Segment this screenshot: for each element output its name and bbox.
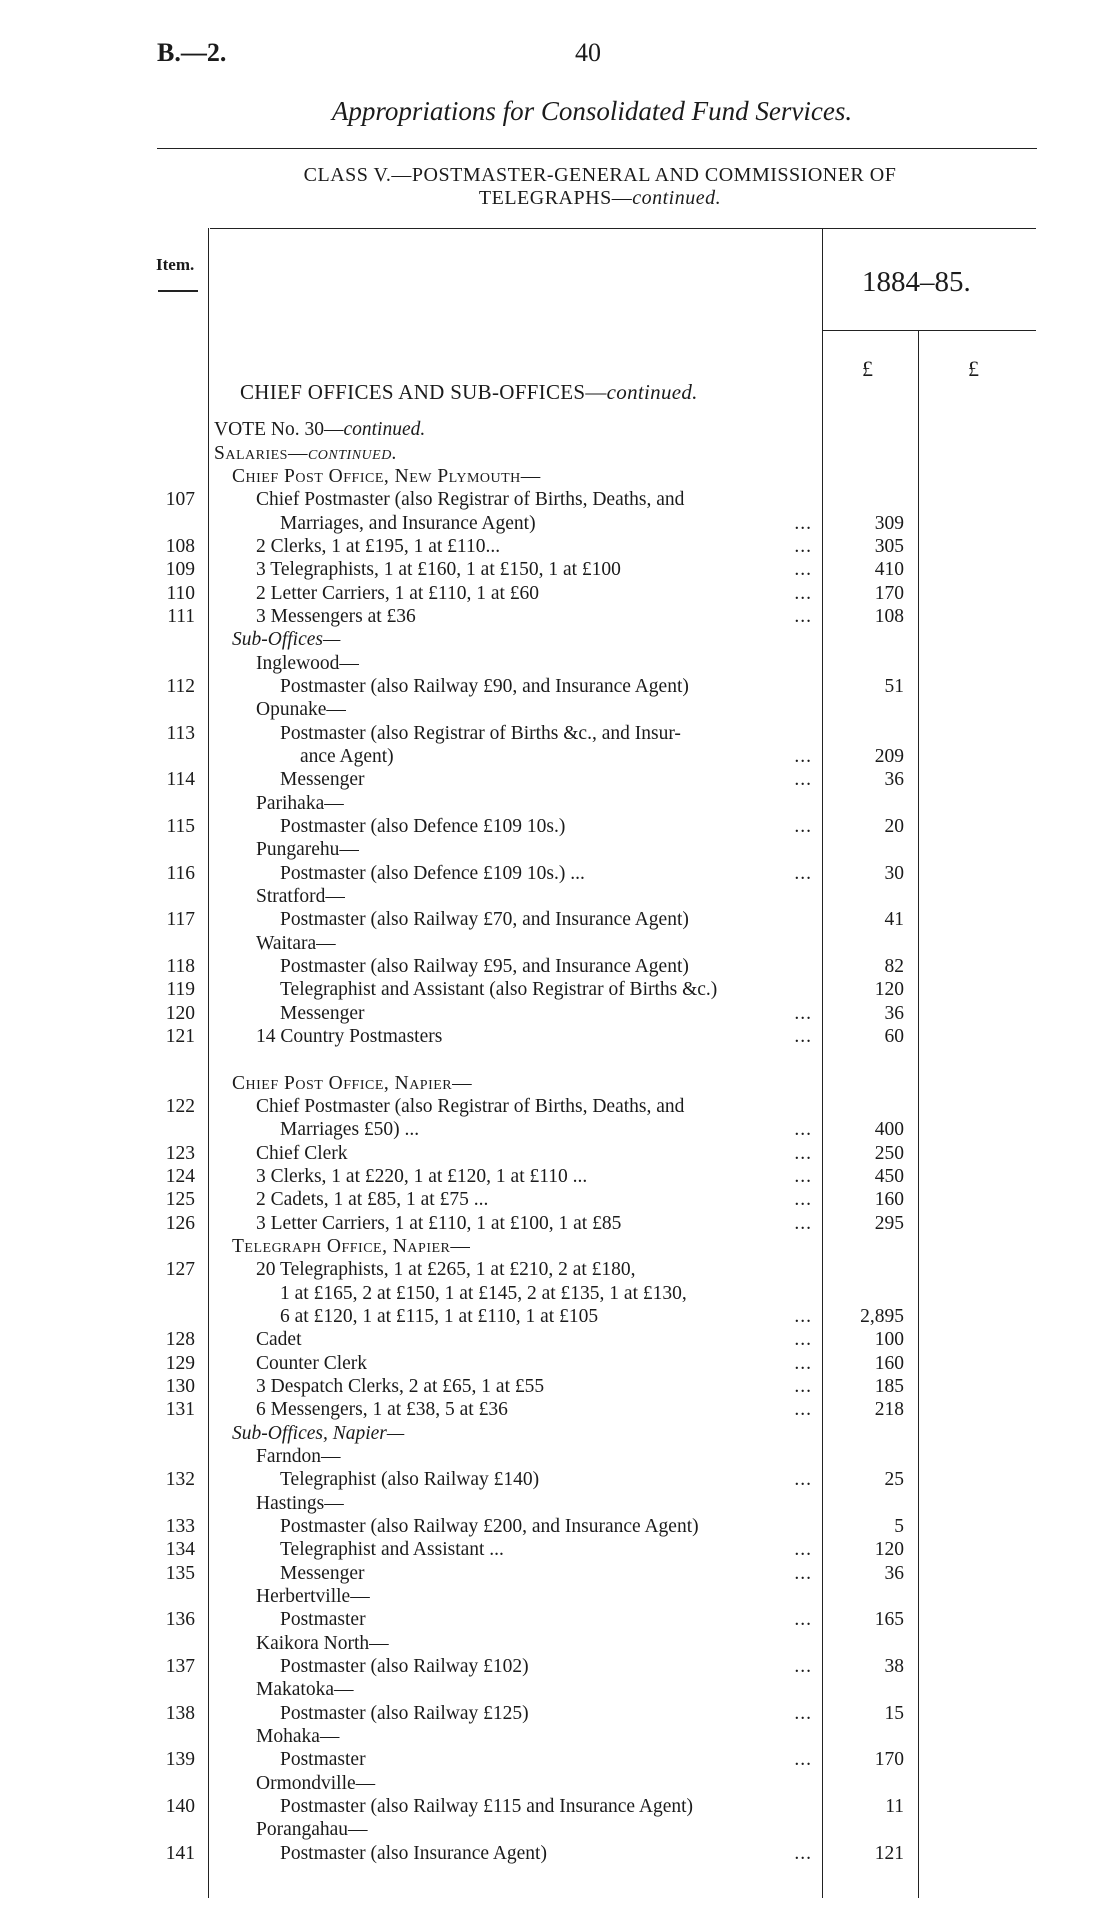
amount-value: 36 — [884, 769, 904, 790]
item-description: Postmaster — [280, 1609, 366, 1630]
item-description: Marriages £50) ... — [280, 1119, 420, 1140]
table-row — [0, 1585, 1114, 1608]
item-number: 108 — [165, 536, 195, 557]
item-number: 116 — [166, 863, 195, 884]
item-number: 135 — [165, 1563, 195, 1584]
table-row — [0, 605, 1114, 628]
amount-value: 160 — [874, 1189, 904, 1210]
table-row — [0, 1328, 1114, 1351]
amount-value: 51 — [884, 676, 904, 697]
table-row — [0, 1305, 1114, 1328]
item-description: Postmaster (also Defence £109 10s.) ... — [280, 863, 585, 884]
amount-value: 250 — [874, 1143, 904, 1164]
pound-unit-col1: £ — [862, 356, 873, 381]
document-reference: B.—2. — [157, 38, 227, 67]
amount-value: 410 — [874, 559, 904, 580]
amount-value: 11 — [885, 1796, 904, 1817]
table-row — [0, 1468, 1114, 1491]
item-description: Kaikora North— — [256, 1633, 389, 1654]
item-number: 109 — [165, 559, 195, 580]
item-description: 2 Clerks, 1 at £195, 1 at £110... — [256, 536, 501, 557]
item-description: Chief Postmaster (also Registrar of Births, Deaths, and — [256, 1096, 685, 1117]
leader-dots: ... — [794, 1189, 812, 1210]
item-description: Postmaster (also Railway £70, and Insurance Agent) — [280, 909, 689, 930]
table-row — [0, 1352, 1114, 1375]
table-row — [0, 1282, 1114, 1305]
item-description: Chief Clerk — [256, 1143, 348, 1164]
item-description: Hastings— — [256, 1493, 344, 1514]
page-title: Appropriations for Consolidated Fund Services. — [331, 96, 853, 126]
item-number: 131 — [165, 1399, 195, 1420]
leader-dots: ... — [794, 559, 812, 580]
leader-dots: ... — [794, 1563, 812, 1584]
item-description: 3 Telegraphists, 1 at £160, 1 at £150, 1 at £100 — [256, 559, 621, 580]
section-title-continued: continued. — [606, 380, 698, 404]
table-row — [0, 1375, 1114, 1398]
table-row — [0, 862, 1114, 885]
table-row — [0, 1772, 1114, 1795]
table-row — [0, 1235, 1114, 1258]
amount-value: 218 — [874, 1399, 904, 1420]
item-description: Chief Post Office, New Plymouth— — [232, 466, 541, 487]
leader-dots: ... — [794, 1119, 812, 1140]
item-number: 132 — [165, 1469, 195, 1490]
class-heading-line1: CLASS V.—POSTMASTER-GENERAL AND COMMISSIONER OF — [303, 164, 897, 186]
item-description: Chief Post Office, Napier— — [232, 1073, 473, 1094]
leader-dots: ... — [794, 1143, 812, 1164]
leader-dots: ... — [794, 536, 812, 557]
amount-value: 2,895 — [860, 1306, 904, 1327]
item-number: 125 — [165, 1189, 195, 1210]
year-header: 1884–85. — [862, 266, 971, 298]
table-row — [0, 932, 1114, 955]
item-description: Herbertville— — [256, 1586, 370, 1607]
table-row — [0, 558, 1114, 581]
leader-dots: ... — [794, 1469, 812, 1490]
table-row — [0, 1748, 1114, 1771]
item-number: 119 — [166, 979, 195, 1000]
item-description: Telegraphist and Assistant (also Registrar of Births &c.) — [280, 979, 718, 1000]
item-description: VOTE No. 30—continued. — [214, 419, 426, 440]
table-row — [0, 1795, 1114, 1818]
item-number: 114 — [166, 769, 195, 790]
item-description: Postmaster (also Defence £109 10s.) — [280, 816, 566, 837]
item-number: 115 — [166, 816, 195, 837]
item-number: 111 — [167, 606, 195, 627]
amount-value: 100 — [874, 1329, 904, 1350]
amount-value: 60 — [884, 1026, 904, 1047]
item-number: 134 — [165, 1539, 195, 1560]
item-description: Messenger — [280, 1563, 365, 1584]
item-description: Postmaster (also Railway £102) — [280, 1656, 529, 1677]
table-row — [0, 675, 1114, 698]
table-row — [0, 885, 1114, 908]
item-number: 113 — [166, 723, 195, 744]
amount-value: 400 — [874, 1119, 904, 1140]
item-number: 121 — [165, 1026, 195, 1047]
table-row — [0, 1118, 1114, 1141]
amount-value: 165 — [874, 1609, 904, 1630]
item-number: 130 — [165, 1376, 195, 1397]
amount-value: 305 — [874, 536, 904, 557]
item-description: 6 Messengers, 1 at £38, 5 at £36 — [256, 1399, 508, 1420]
item-description: 6 at £120, 1 at £115, 1 at £110, 1 at £105 — [280, 1306, 599, 1327]
item-description: Messenger — [280, 769, 365, 790]
item-description: Inglewood— — [256, 653, 359, 674]
amount-value: 185 — [874, 1376, 904, 1397]
amount-value: 309 — [874, 513, 904, 534]
class-heading-main: TELEGRAPHS— — [478, 187, 633, 209]
leader-dots: ... — [794, 1703, 812, 1724]
table-row — [0, 1002, 1114, 1025]
item-description: 3 Letter Carriers, 1 at £110, 1 at £100, 1 at £85 — [256, 1213, 622, 1234]
item-description: Postmaster (also Railway £125) — [280, 1703, 529, 1724]
item-number: 138 — [165, 1703, 195, 1724]
table-row — [0, 745, 1114, 768]
leader-dots: ... — [794, 1609, 812, 1630]
item-description: Porangahau— — [256, 1819, 368, 1840]
amount-value: 82 — [884, 956, 904, 977]
table-row — [0, 1608, 1114, 1631]
item-description: ance Agent) — [300, 746, 394, 767]
amount-value: 108 — [874, 606, 904, 627]
item-number: 133 — [165, 1516, 195, 1537]
leader-dots: ... — [794, 746, 812, 767]
leader-dots: ... — [794, 863, 812, 884]
item-number: 126 — [165, 1213, 195, 1234]
leader-dots: ... — [794, 1376, 812, 1397]
table-row — [0, 628, 1114, 651]
table-row — [0, 1632, 1114, 1655]
item-description: Salaries—continued. — [214, 443, 398, 464]
continued-label: continued. — [343, 419, 426, 440]
leader-dots: ... — [794, 816, 812, 837]
table-row — [0, 838, 1114, 861]
page-number: 40 — [575, 38, 601, 67]
leader-dots: ... — [794, 1749, 812, 1770]
item-description: Marriages, and Insurance Agent) — [280, 513, 536, 534]
leader-dots: ... — [794, 1539, 812, 1560]
item-description: Telegraphist and Assistant ... — [280, 1539, 504, 1560]
leader-dots: ... — [794, 1329, 812, 1350]
amount-value: 15 — [884, 1703, 904, 1724]
item-number: 141 — [165, 1843, 195, 1864]
item-description: 3 Messengers at £36 — [256, 606, 416, 627]
item-description: Sub-Offices— — [232, 629, 341, 650]
item-description: 14 Country Postmasters — [256, 1026, 443, 1047]
amount-value: 120 — [874, 1539, 904, 1560]
leader-dots: ... — [794, 1353, 812, 1374]
item-description: Messenger — [280, 1003, 365, 1024]
table-row — [0, 1492, 1114, 1515]
item-number: 136 — [165, 1609, 195, 1630]
table-row — [0, 488, 1114, 511]
table-row — [0, 1025, 1114, 1048]
item-number: 127 — [165, 1259, 195, 1280]
table-row — [0, 1725, 1114, 1748]
table-row — [0, 815, 1114, 838]
table-row — [0, 978, 1114, 1001]
item-description: Postmaster — [280, 1749, 366, 1770]
item-description: 3 Clerks, 1 at £220, 1 at £120, 1 at £110 ... — [256, 1166, 588, 1187]
table-row — [0, 535, 1114, 558]
class-heading-continued: continued. — [632, 187, 722, 209]
leader-dots: ... — [794, 1656, 812, 1677]
amount-value: 36 — [884, 1003, 904, 1024]
item-description: Pungarehu— — [256, 839, 359, 860]
leader-dots: ... — [794, 606, 812, 627]
item-number: 120 — [165, 1003, 195, 1024]
table-row — [0, 1142, 1114, 1165]
item-number: 107 — [165, 489, 195, 510]
amount-value: 41 — [884, 909, 904, 930]
table-row — [0, 1072, 1114, 1095]
amount-value: 36 — [884, 1563, 904, 1584]
item-description: Telegraph Office, Napier— — [232, 1236, 471, 1257]
continued-label: continued. — [307, 443, 398, 464]
leader-dots: ... — [794, 1003, 812, 1024]
item-number: 140 — [165, 1796, 195, 1817]
item-description: Postmaster (also Registrar of Births &c., and Insur- — [280, 723, 681, 744]
table-row — [0, 1422, 1114, 1445]
table-row — [0, 1562, 1114, 1585]
table-row — [0, 1702, 1114, 1725]
amount-value: 38 — [884, 1656, 904, 1677]
table-row — [0, 582, 1114, 605]
amount-value: 120 — [874, 979, 904, 1000]
item-description: Postmaster (also Railway £115 and Insurance Agent) — [280, 1796, 694, 1817]
item-number: 118 — [166, 956, 195, 977]
item-description: Mohaka— — [256, 1726, 340, 1747]
table-row — [0, 792, 1114, 815]
table-row — [0, 698, 1114, 721]
amount-value: 20 — [884, 816, 904, 837]
item-number: 112 — [166, 676, 195, 697]
item-number: 129 — [165, 1353, 195, 1374]
item-number: 128 — [165, 1329, 195, 1350]
item-description: Ormondville— — [256, 1773, 376, 1794]
item-description: Parihaka— — [256, 793, 344, 814]
table-row — [0, 1188, 1114, 1211]
item-description: 2 Cadets, 1 at £85, 1 at £75 ... — [256, 1189, 489, 1210]
table-row — [0, 418, 1114, 441]
table-row — [0, 465, 1114, 488]
item-description: 20 Telegraphists, 1 at £265, 1 at £210, 2 at £180, — [256, 1259, 636, 1280]
amount-value: 209 — [874, 746, 904, 767]
amount-value: 25 — [884, 1469, 904, 1490]
leader-dots: ... — [794, 1306, 812, 1327]
item-description: 2 Letter Carriers, 1 at £110, 1 at £60 — [256, 583, 540, 604]
pound-unit-col2: £ — [968, 356, 979, 381]
table-row — [0, 1165, 1114, 1188]
table-row — [0, 1538, 1114, 1561]
leader-dots: ... — [794, 1399, 812, 1420]
table-row — [0, 652, 1114, 675]
leader-dots: ... — [794, 513, 812, 534]
item-description: Stratford— — [256, 886, 345, 907]
leader-dots: ... — [794, 1026, 812, 1047]
item-description: Postmaster (also Insurance Agent) — [280, 1843, 547, 1864]
table-row — [0, 1818, 1114, 1841]
item-description: Opunake— — [256, 699, 346, 720]
table-row — [0, 512, 1114, 535]
table-row — [0, 955, 1114, 978]
item-column-header: Item. — [156, 255, 195, 274]
item-description: 1 at £165, 2 at £150, 1 at £145, 2 at £135, 1 at £130, — [280, 1283, 687, 1304]
table-row — [0, 722, 1114, 745]
amount-value: 170 — [874, 583, 904, 604]
table-row — [0, 768, 1114, 791]
leader-dots: ... — [794, 1843, 812, 1864]
leader-dots: ... — [794, 769, 812, 790]
item-number: 123 — [165, 1143, 195, 1164]
item-description: Cadet — [256, 1329, 302, 1350]
amount-value: 450 — [874, 1166, 904, 1187]
item-number: 117 — [166, 909, 195, 930]
item-number: 139 — [165, 1749, 195, 1770]
table-row — [0, 1095, 1114, 1118]
item-description: Postmaster (also Railway £200, and Insurance Agent) — [280, 1516, 699, 1537]
item-description: Telegraphist (also Railway £140) — [280, 1469, 540, 1490]
table-row — [0, 1398, 1114, 1421]
item-description: Makatoka— — [256, 1679, 354, 1700]
item-description: Farndon— — [256, 1446, 341, 1467]
leader-dots: ... — [794, 1166, 812, 1187]
item-number: 137 — [165, 1656, 195, 1677]
item-number: 110 — [166, 583, 195, 604]
table-row — [0, 1655, 1114, 1678]
amount-value: 121 — [874, 1843, 904, 1864]
table-row — [0, 1678, 1114, 1701]
item-number: 122 — [165, 1096, 195, 1117]
item-description: Counter Clerk — [256, 1353, 368, 1374]
table-row — [0, 442, 1114, 465]
amount-value: 160 — [874, 1353, 904, 1374]
table-row — [0, 1842, 1114, 1865]
amount-value: 5 — [894, 1516, 904, 1537]
item-description: Postmaster (also Railway £95, and Insurance Agent) — [280, 956, 689, 977]
table-row — [0, 1515, 1114, 1538]
item-description: Sub-Offices, Napier— — [232, 1423, 405, 1444]
amount-value: 295 — [874, 1213, 904, 1234]
item-description: Chief Postmaster (also Registrar of Births, Deaths, and — [256, 489, 685, 510]
amount-value: 30 — [884, 863, 904, 884]
table-row — [0, 1212, 1114, 1235]
item-description: Waitara— — [256, 933, 336, 954]
leader-dots: ... — [794, 1213, 812, 1234]
amount-value: 170 — [874, 1749, 904, 1770]
item-description: 3 Despatch Clerks, 2 at £65, 1 at £55 — [256, 1376, 545, 1397]
table-row — [0, 1258, 1114, 1281]
item-number: 124 — [165, 1166, 195, 1187]
table-row — [0, 908, 1114, 931]
item-description: Postmaster (also Railway £90, and Insurance Agent) — [280, 676, 689, 697]
table-row — [0, 1445, 1114, 1468]
section-title-main: CHIEF OFFICES AND SUB-OFFICES— — [240, 380, 607, 404]
leader-dots: ... — [794, 583, 812, 604]
